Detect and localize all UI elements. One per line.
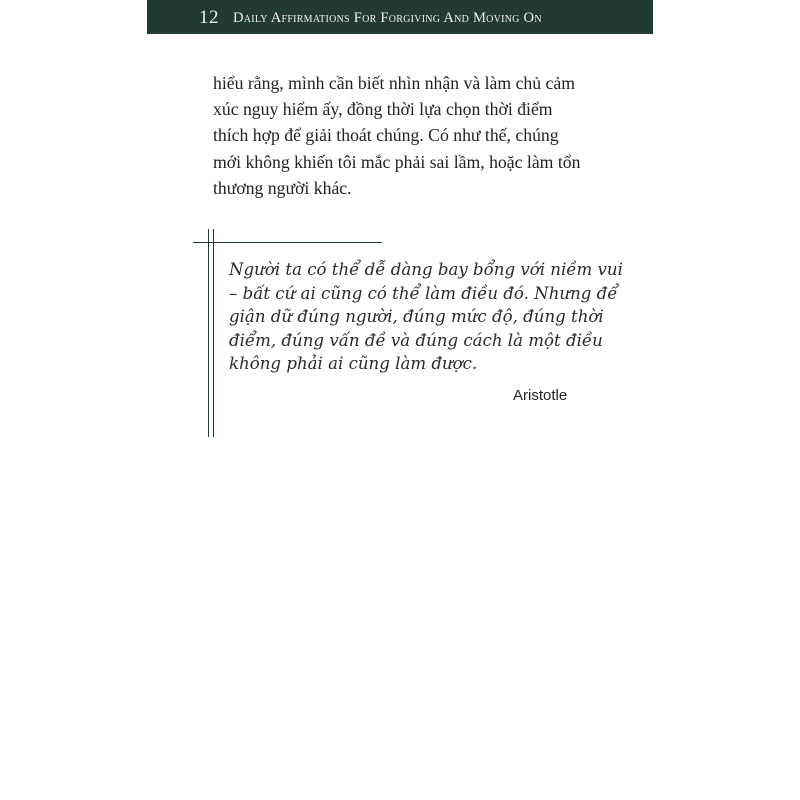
quote-vertical-rule: [213, 229, 214, 437]
quote-vertical-rule: [208, 229, 209, 437]
running-header: [147, 0, 653, 34]
body-line: hiểu rằng, mình cần biết nhìn nhận và làm chủ cảm: [213, 73, 575, 93]
body-line: xúc nguy hiểm ấy, đồng thời lựa chọn thời điểm: [213, 99, 553, 120]
body-paragraph: [213, 70, 593, 201]
quote-author: Aristotle: [513, 387, 568, 404]
quote-line: – bất cứ ai cũng có thể làm điều đó. Nhưng để: [229, 283, 618, 303]
page-number: 12: [199, 7, 219, 28]
quote-line: Người ta có thể dễ dàng bay bổng với niềm vui: [229, 260, 623, 279]
body-line: thích hợp để giải thoát chúng. Có như thế, chúng: [213, 125, 559, 146]
running-title: Daily Affirmations For Forgiving And Moving On: [233, 10, 542, 26]
quote-line: không phải ai cũng làm được.: [229, 354, 478, 374]
quote-line: giận dữ đúng người, đúng mức độ, đúng thời: [229, 307, 604, 327]
quote-horizontal-rule: [193, 242, 382, 243]
quote-block: [229, 258, 623, 376]
body-line: thương người khác.: [213, 177, 352, 198]
body-line: mới không khiến tôi mắc phải sai lầm, hoặc làm tổn: [213, 151, 581, 172]
quote-line: điểm, đúng vấn đề và đúng cách là một điều: [229, 330, 603, 350]
